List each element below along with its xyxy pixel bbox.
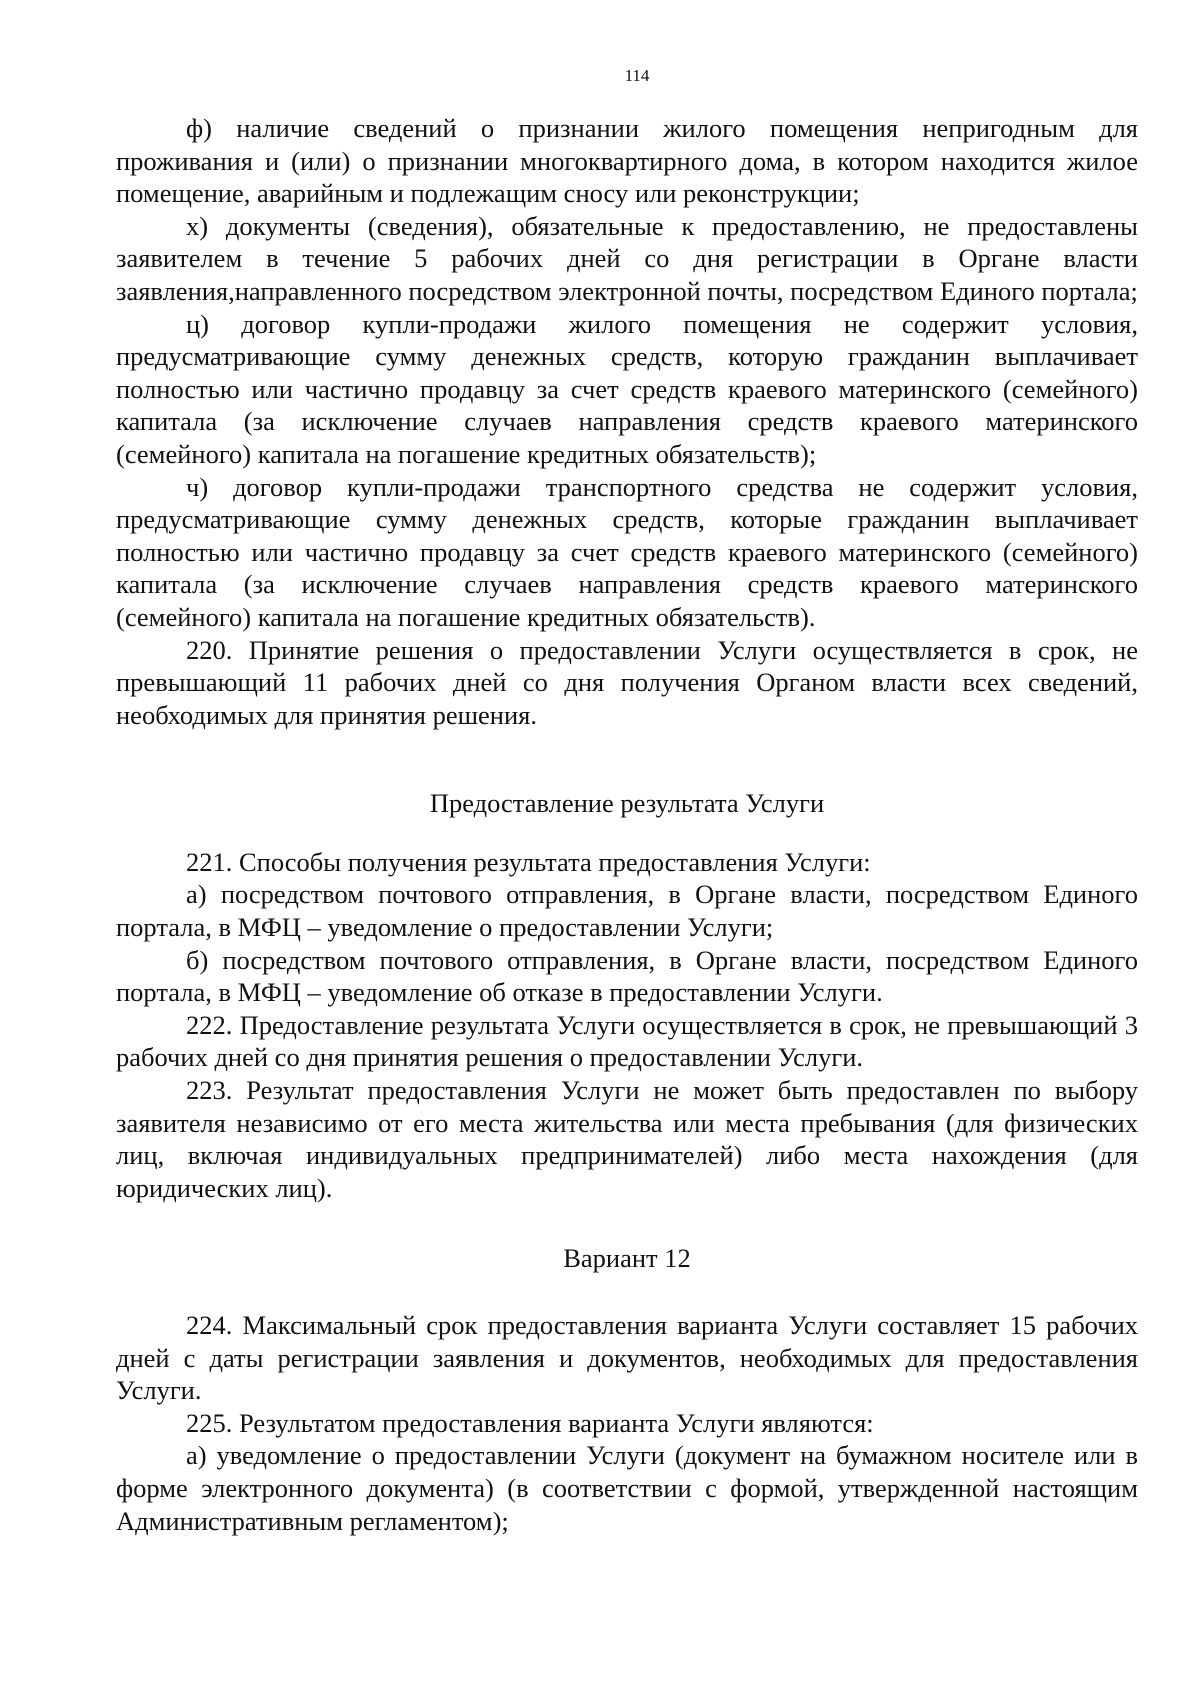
page-number: 114 bbox=[624, 66, 650, 85]
spacer bbox=[116, 1204, 1138, 1242]
section-heading-result: Предоставление результата Услуги bbox=[429, 788, 825, 819]
paragraph-225: 225. Результатом предоставления варианта Услуги являются: bbox=[186, 1407, 874, 1438]
spacer bbox=[116, 1275, 1138, 1309]
spacer bbox=[116, 820, 1138, 846]
paragraph-kh: х) документы (сведения), обязательные к предоставлению, не предоставлены заявителем в течение 5 рабочих дней со дня регистрации в Органе власти заявления,направленного посредством электронной почты, посредством Единого портала; bbox=[116, 210, 1138, 306]
paragraph-222: 222. Предоставление результата Услуги осуществляется в срок, не превышающий 3 рабочих дней со дня принятия решения о предоставлении Услуги. bbox=[116, 1009, 1138, 1073]
paragraph-f: ф) наличие сведений о признании жилого помещения непригодным для проживания и (или) о признании многоквартирного дома, в котором находится жилое помещение, аварийным и подлежащим сносу или реконструкции; bbox=[116, 113, 1138, 209]
paragraph-221-a: а) посредством почтового отправления, в Органе власти, посредством Единого портала, в МФЦ – уведомление о предоставлении Услуги; bbox=[116, 879, 1138, 943]
spacer bbox=[116, 731, 1138, 787]
paragraph-ch: ч) договор купли-продажи транспортного средства не содержит условия, предусматривающие сумму денежных средств, которые гражданин выплачивает полностью или частично продавцу за счет средств краевого материнского (семейного) капитала (за исключение случаев направления средств краевого материнского (семейного) капитала на погашение кредитных обязательств). bbox=[116, 471, 1138, 632]
paragraph-221: 221. Способы получения результата предоставления Услуги: bbox=[186, 846, 871, 877]
paragraph-ts: ц) договор купли-продажи жилого помещения не содержит условия, предусматривающие сумму денежных средств, которую гражданин выплачивает полностью или частично продавцу за счет средств краевого материнского (семейного) капитала (за исключение случаев направления средств краевого материнского (семейного) капитала на погашение кредитных обязательств); bbox=[116, 308, 1138, 469]
paragraph-221-b: б) посредством почтового отправления, в Органе власти, посредством Единого портала, в МФЦ – уведомление об отказе в предоставлении Услуги. bbox=[116, 944, 1138, 1008]
paragraph-223: 223. Результат предоставления Услуги не может быть предоставлен по выбору заявителя независимо от его места жительства или места пребывания (для физических лиц, включая индивидуальных предпринимателей) либо места нахождения (для юридических лиц). bbox=[116, 1075, 1138, 1203]
paragraph-220: 220. Принятие решения о предоставлении Услуги осуществляется в срок, не превышающий 11 рабочих дней со дня получения Органом власти всех сведений, необходимых для принятия решения. bbox=[116, 634, 1138, 730]
paragraph-224: 224. Максимальный срок предоставления варианта Услуги составляет 15 рабочих дней с даты регистрации заявления и документов, необходимых для предоставления Услуги. bbox=[116, 1310, 1138, 1406]
paragraph-225-a: а) уведомление о предоставлении Услуги (документ на бумажном носителе или в форме электронного документа) (в соответствии с формой, утвержденной настоящим Административным регламентом); bbox=[116, 1440, 1138, 1536]
section-heading-variant: Вариант 12 bbox=[563, 1243, 691, 1274]
